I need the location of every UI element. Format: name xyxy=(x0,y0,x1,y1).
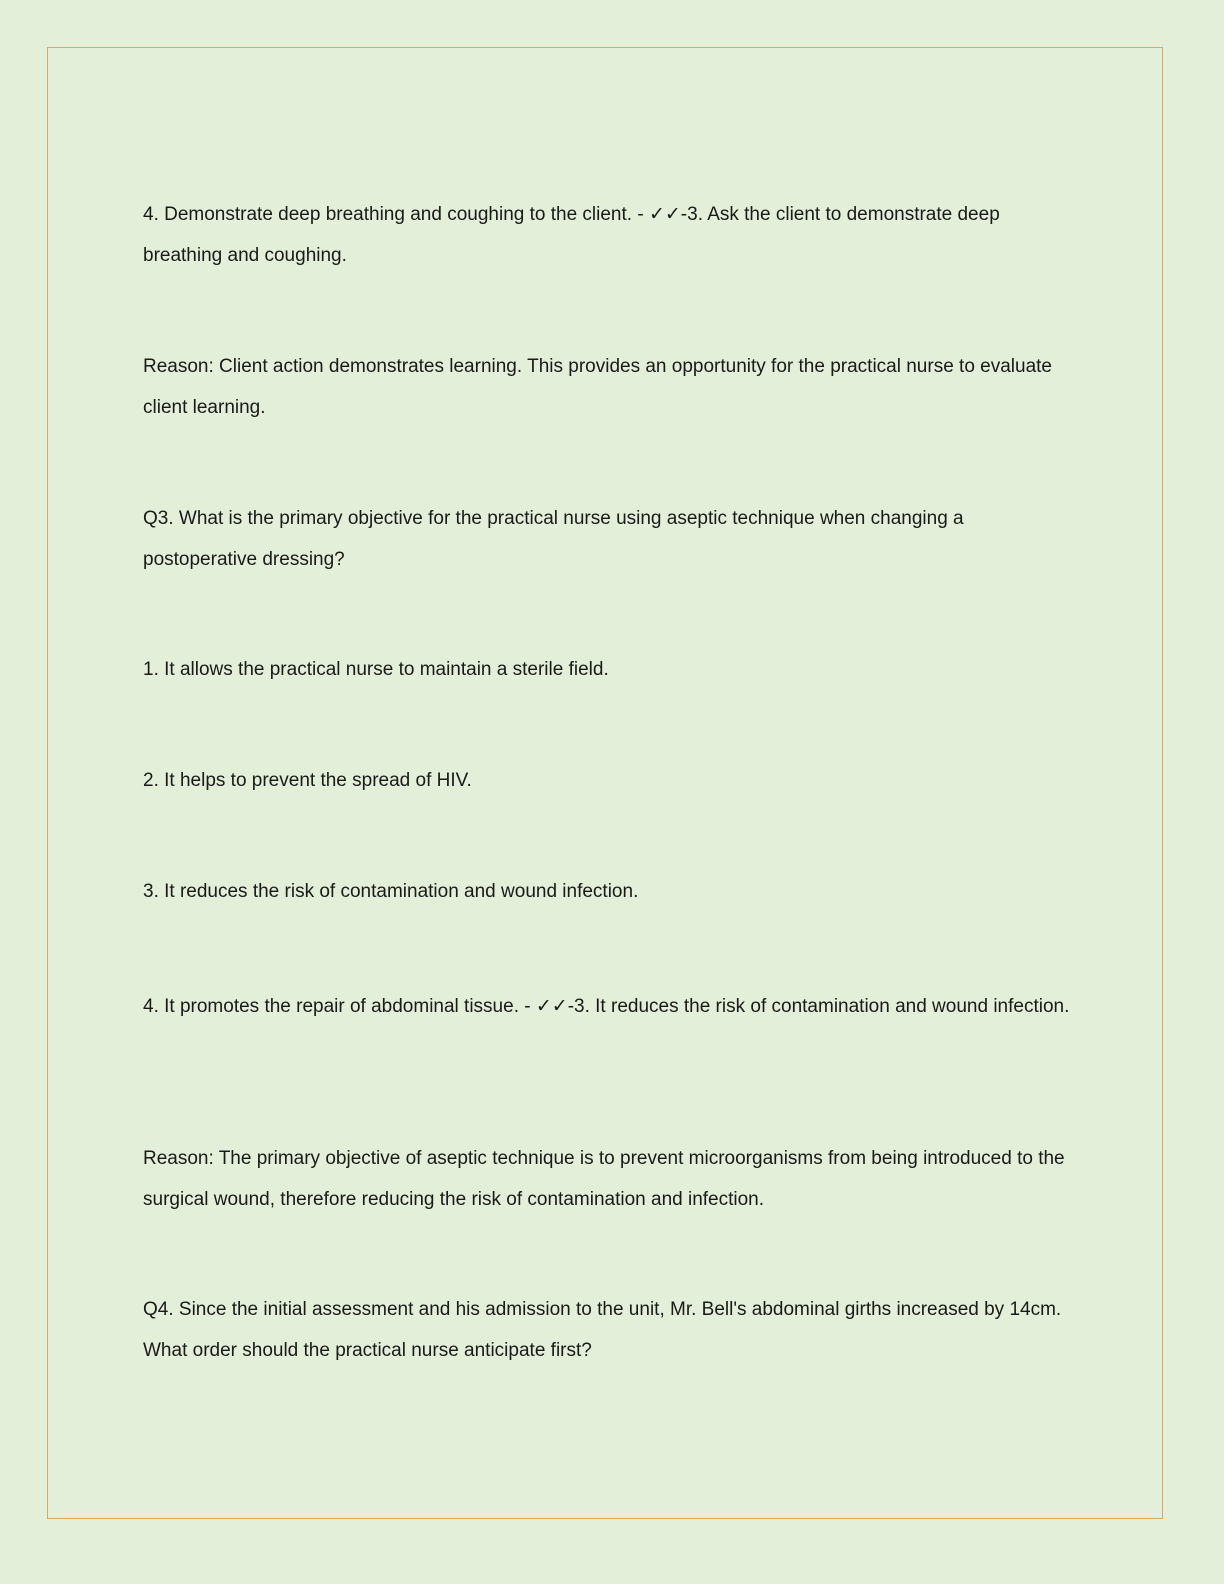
answer-option-4-promotes xyxy=(143,986,1073,1027)
answer-option-2: 2. It helps to prevent the spread of HIV. xyxy=(143,770,472,791)
double-check-icon: ✓✓ xyxy=(648,203,681,225)
double-check-icon: ✓✓ xyxy=(535,995,568,1017)
reason-paragraph-q2: Reason: Client action demonstrates learning. This provides an opportunity for the practical nurse to evaluate client learning. xyxy=(143,356,1052,418)
option-text: 4. Demonstrate deep breathing and coughing to the client. - xyxy=(143,204,649,225)
answer-option-1: 1. It allows the practical nurse to maintain a sterile field. xyxy=(143,659,609,680)
question-q4: Q4. Since the initial assessment and his admission to the unit, Mr. Bell's abdominal girths increased by 14cm. What order should the practical nurse anticipate first? xyxy=(143,1299,1062,1361)
correct-answer-text: -3. It reduces the risk of contamination and wound infection. xyxy=(567,996,1070,1017)
question-q3: Q3. What is the primary objective for the practical nurse using aseptic technique when changing a postoperative dressing? xyxy=(143,508,964,570)
answer-option-3: 3. It reduces the risk of contamination and wound infection. xyxy=(143,881,639,902)
reason-paragraph-q3: Reason: The primary objective of aseptic technique is to prevent microorganisms from being introduced to the surgical wound, therefore reducing the risk of contamination and infection. xyxy=(143,1148,1065,1210)
option-text: 4. It promotes the repair of abdominal tissue. - xyxy=(143,996,536,1017)
answer-option-4-demonstrate xyxy=(143,194,1073,276)
correct-answer-text: -3. Ask the client to demonstrate deep breathing and coughing. xyxy=(143,204,1000,266)
